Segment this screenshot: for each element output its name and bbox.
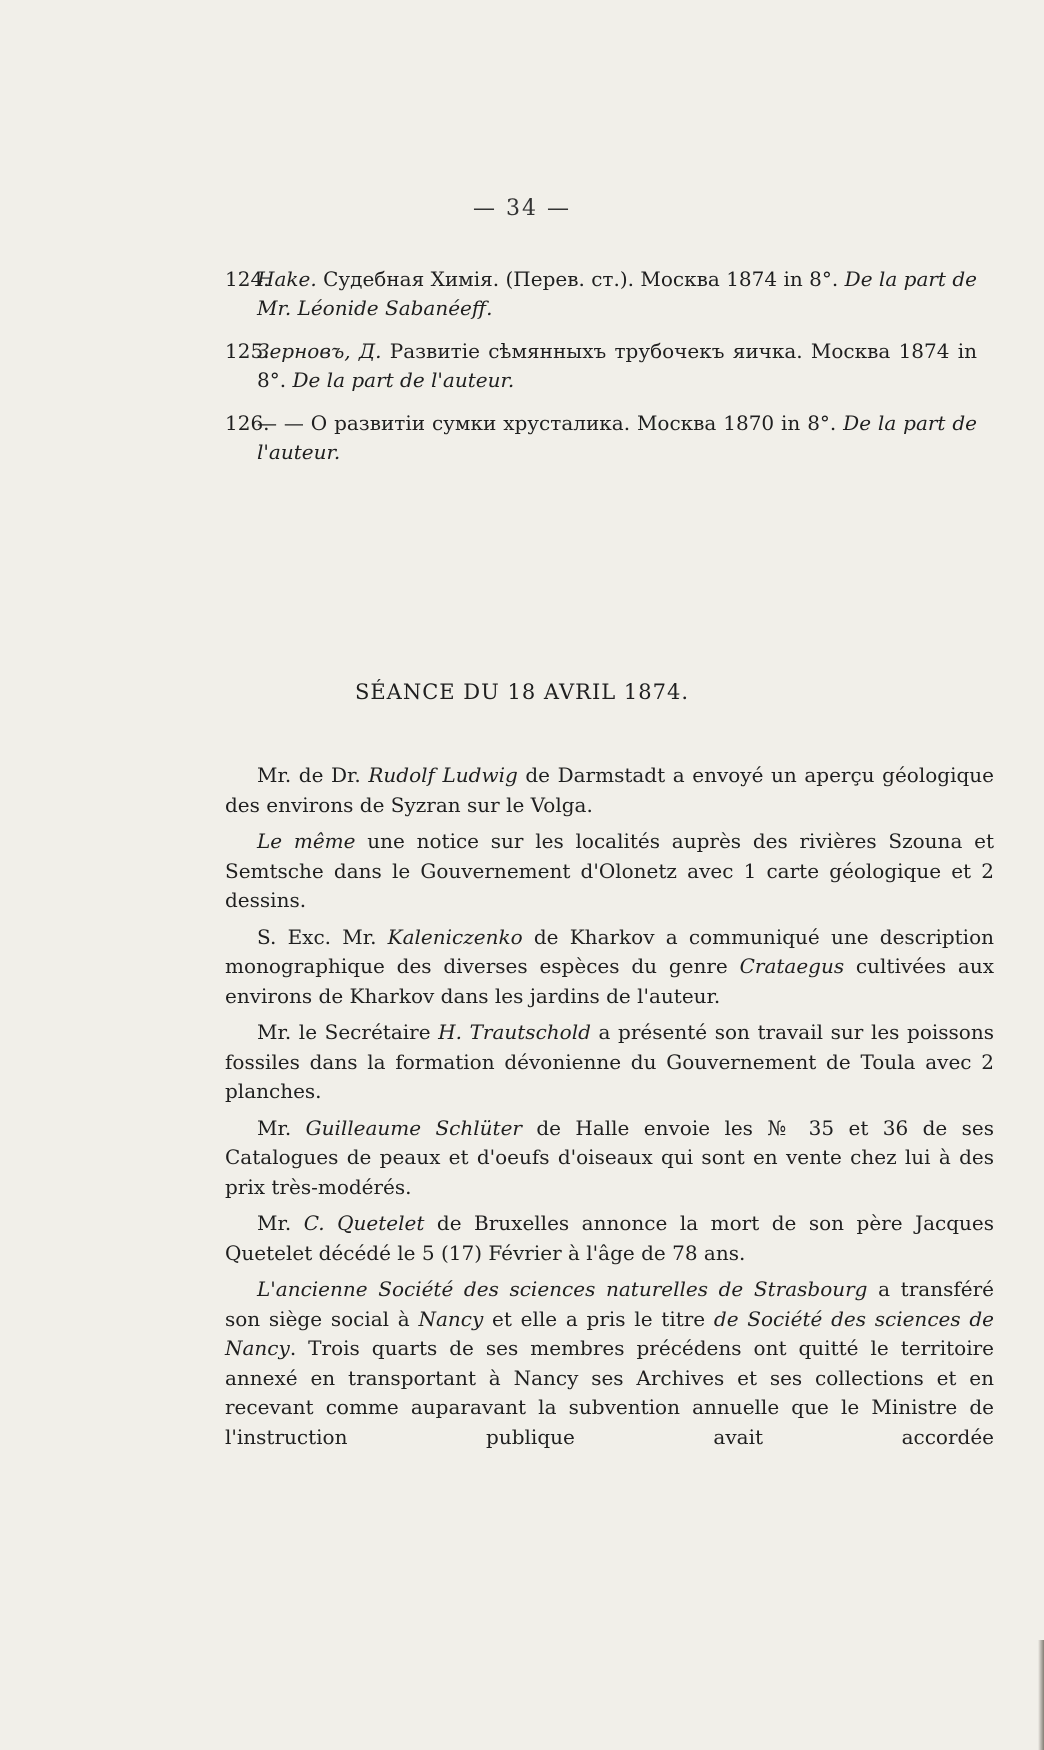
text-run: de Bruxelles annonce la mort de son père Jacques Quetelet décédé le 5 (17) Février à l'âge de 78 ans.: [225, 1211, 995, 1265]
bibliography-entry: [225, 409, 977, 467]
text-run: de Darmstadt a envoyé un aperçu géologique des environs de Syzran sur le Volga.: [225, 763, 994, 817]
place-name: Nancy: [418, 1306, 484, 1331]
text-run: Mr. de Dr.: [257, 763, 369, 787]
text-run: Mr.: [257, 1115, 306, 1140]
person-name: Le même: [257, 829, 356, 853]
bibliography-entry: [225, 265, 977, 323]
paragraph-ludwig: [225, 761, 994, 820]
bibliography-list: [225, 265, 977, 481]
text-run: une notice sur les localités auprès des rivières Szouna et Semtsche dans le Gouvernement d'Olonetz avec 1 carte géologique et 2 dessins.: [225, 829, 995, 912]
text-run: a transféré son siège social à: [225, 1277, 994, 1331]
text-run: . Trois quarts de ses membres précédens ont quitté le territoire annexé en transportant à Nancy ses Archives et ses collections et en recevant comme auparavant la subvention annuelle que le Ministre de l'instruction publique avait accordée: [225, 1336, 994, 1449]
section-body: [225, 761, 994, 1459]
entry-source: De la part de Mr. Léonide Sabanéeff.: [257, 267, 977, 320]
entry-source: De la part de l'auteur.: [292, 368, 515, 392]
text-run: Mr. le Secrétaire: [257, 1020, 439, 1044]
text-run: et elle a pris le titre: [483, 1306, 714, 1331]
entry-source: De la part de l'auteur.: [257, 411, 977, 464]
bibliography-entry: [225, 337, 977, 395]
person-name: C. Quetelet: [303, 1211, 425, 1235]
entry-author: Hake.: [257, 267, 317, 291]
page-edge-shadow: [1038, 1640, 1044, 1750]
text-run: Mr.: [257, 1211, 304, 1235]
person-name: Kaleniczenko: [387, 924, 523, 949]
paragraph-kaleniczenko: [225, 923, 994, 1012]
text-run: S. Exc. Mr.: [257, 924, 388, 949]
society-name: L'ancienne Société des sciences naturelles de Strasbourg: [257, 1277, 868, 1301]
text-run: de Halle envoie les № 35 et 36 de ses Catalogues de peaux et d'oeufs d'oiseaux qui sont en vente chez lui à des prix très-modérés.: [225, 1115, 994, 1199]
entry-author: Зерновъ, Д.: [257, 339, 382, 363]
entry-number: 124.: [225, 267, 270, 291]
entry-text: Судебная Химія. (Перев. ст.). Москва 1874 in 8°.: [316, 267, 845, 291]
entry-text: Развитіе сѣмянныхъ трубочекъ яичка. Москва 1874 in 8°.: [257, 339, 977, 392]
text-run: cultivées aux environs de Kharkov dans les jardins de l'auteur.: [225, 954, 994, 1008]
text-run: de Kharkov a communiqué une description monographique des diverses espèces du genre: [225, 924, 994, 978]
entry-text: — — О развитіи сумки хрусталика. Москва 1870 in 8°.: [257, 411, 844, 435]
text-run: a présenté son travail sur les poissons fossiles dans la formation dévonienne du Gouvernement de Toula avec 2 planches.: [225, 1020, 994, 1103]
paragraph-schluter: [225, 1114, 994, 1203]
entry-number: 125.: [225, 339, 270, 363]
entry-number: 126.: [225, 411, 270, 435]
paragraph-trautschold: [225, 1018, 994, 1107]
person-name: H. Trautschold: [438, 1020, 591, 1044]
page-number: — 34 —: [473, 196, 571, 221]
person-name: Rudolf Ludwig: [368, 763, 518, 787]
society-name: de Société des sciences de Nancy: [225, 1306, 995, 1360]
section-heading: SÉANCE DU 18 AVRIL 1874.: [354, 680, 690, 704]
paragraph-quetelet: [225, 1209, 994, 1268]
paragraph-meme: [225, 827, 994, 916]
genus-name: Crataegus: [739, 954, 845, 978]
person-name: Guilleaume Schlüter: [305, 1115, 522, 1140]
paragraph-strasbourg: [225, 1275, 994, 1452]
